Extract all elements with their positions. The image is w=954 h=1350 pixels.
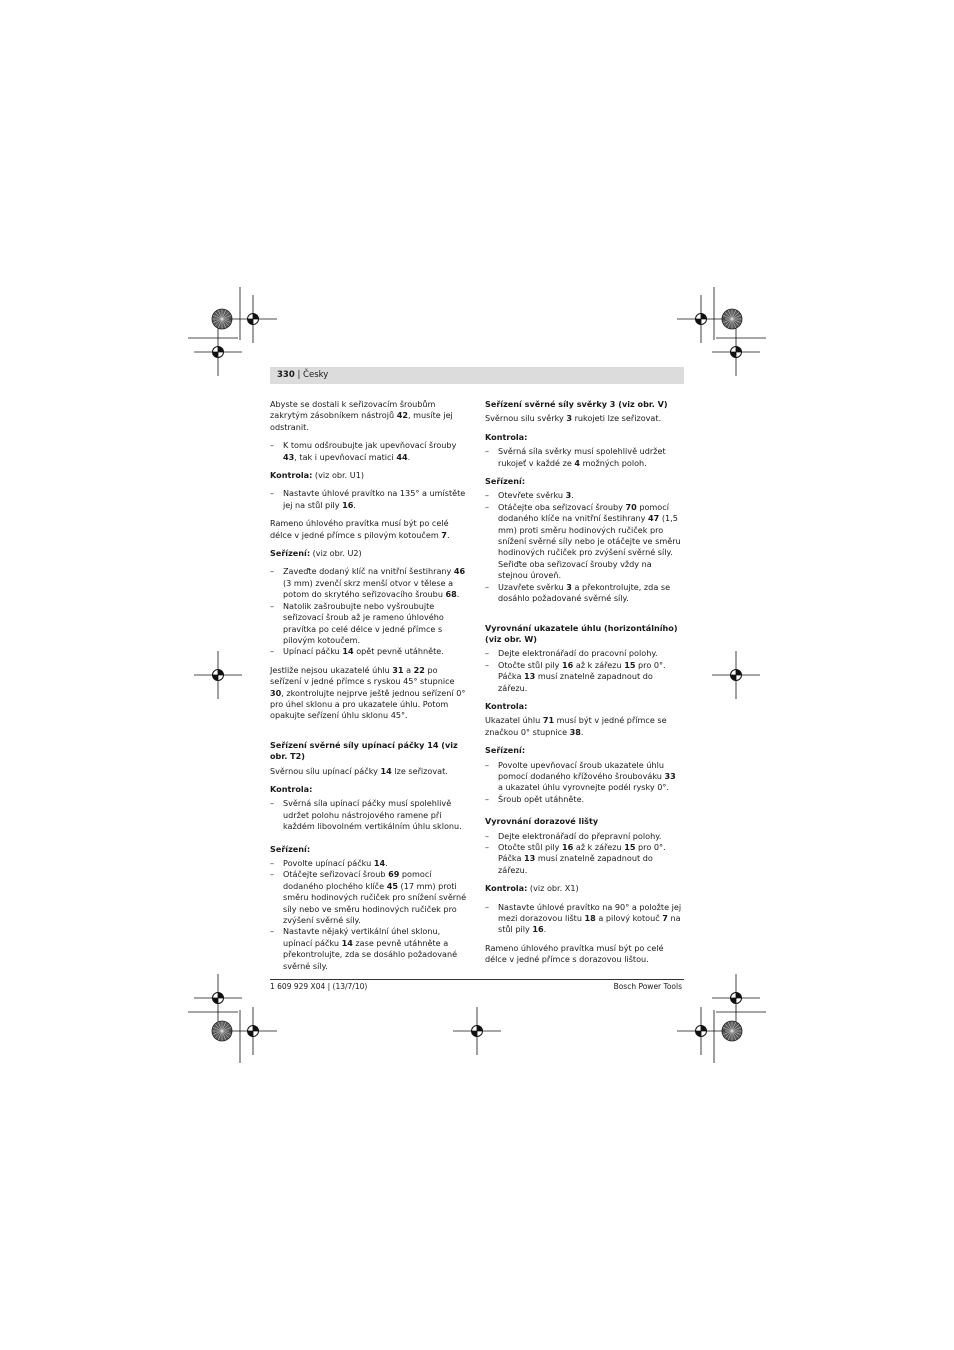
serizeni-v-label: Seřízení: <box>485 476 526 487</box>
list-item: – Povolte upevňovací šroub ukazatele úhlu pomocí dodaného křížového šroubováku 33 a ukazatel úhlu vyrovnejte podél rysky 0°. <box>485 759 676 793</box>
kontrola-t2-list <box>270 798 468 832</box>
angle-paragraph: Jestliže nejsou ukazatelé úhlu 31 a 22 po seřízení v jedné přímce s ryskou 45° stupnice 30, zkontrolujte nejprve ještě jednou seřízení 0° pro úhel sklonu a pro ukazatele úhlu. Potom opakujte seřízení úhlu sklonu 45°. <box>270 664 466 721</box>
kontrola-v-label: Kontrola: <box>485 431 528 442</box>
intro-paragraph: Abyste se dostali k seřizovacím šroubům zakrytým zásobníkem nástrojů 42, musíte jej odstranit. <box>270 399 453 432</box>
serizeni-w-label: Seřízení: <box>485 745 526 756</box>
header-bar <box>270 367 684 384</box>
kontrola-w-label: Kontrola: <box>485 700 528 711</box>
serizeni-v-note: Seřiďte oba seřizovací šrouby vždy na stejnou úroveň. <box>498 558 652 581</box>
section-x-list <box>485 831 683 877</box>
list-item: – Otočte stůl pily 16 až k zářezu 15 pro 0°. Páčka 13 musí znatelně zapadnout do zářezu. <box>485 842 666 875</box>
kontrola-x1-list <box>485 902 683 936</box>
left-column <box>270 399 468 979</box>
right-column <box>485 399 683 973</box>
list-item: – Nastavte úhlové pravítko na 135° a umístěte jej na stůl pily 16. <box>270 488 466 510</box>
footer-brand: Bosch Power Tools <box>613 982 682 991</box>
list-item: – Upínací páčku 14 opět pevně utáhněte. <box>270 646 444 657</box>
serizeni-v-list <box>485 490 683 604</box>
serizeni-u2 <box>270 548 468 559</box>
footer-doc-number: 1 609 929 X04 | (13/7/10) <box>270 982 368 991</box>
list-item: – Natolik zašroubujte nebo vyšroubujte seřizovací šroub až je rameno úhlového pravítka po celé délce v jedné přímce s pilovým kotoučem. <box>270 600 444 645</box>
kontrola-u1-list <box>270 488 468 511</box>
list-item: – Nastavte úhlové pravítko na 90° a položte jej mezi dorazovou lištu 18 a pilový kotouč 7 na stůl pily 16. <box>485 901 682 935</box>
list-item: – Uzavřete svěrku 3 a překontrolujte, zda se dosáhlo požadované svěrné síly. <box>485 581 671 604</box>
intro-list <box>270 440 468 463</box>
serizeni-w-list <box>485 760 683 806</box>
section-x-title: Vyrovnání dorazové lišty <box>485 816 599 827</box>
section-w-list <box>485 648 683 694</box>
kontrola-x1 <box>485 883 683 894</box>
list-item: – Dejte elektronářadí do pracovní polohy. <box>485 648 658 659</box>
section-t2-title: Seřízení svěrné síly upínací páčky 14 (viz obr. T2) <box>270 739 458 762</box>
section-v-text: Svěrnou silu svěrky 3 rukojeti lze seřizovat. <box>485 413 662 424</box>
mark-top-left <box>188 287 277 376</box>
kontrola-u1-ref: (viz obr. U1) <box>312 470 364 481</box>
header-language: Česky <box>303 370 329 380</box>
mark-bottom-right <box>677 974 766 1063</box>
list-item: – Nastavte nějaký vertikální úhel sklonu, upínací páčku 14 zase pevně utáhněte a překontrolujte, zda se dosáhlo požadované svěrné síly. <box>270 926 458 971</box>
mark-bottom-left <box>188 974 277 1063</box>
kontrola-t2-label: Kontrola: <box>270 783 313 794</box>
list-item: – Otočte stůl pily 16 až k zářezu 15 pro 0°. Páčka 13 musí znatelně zapadnout do zářezu. <box>485 659 666 693</box>
list-item: – Svěrná síla svěrky musí spolehlivě udržet rukojeť v každé ze 4 možných poloh. <box>485 446 666 468</box>
list-item: – Povolte upínací páčku 14. <box>270 858 388 868</box>
header-separator: | <box>294 370 304 380</box>
kontrola-u1 <box>270 470 468 481</box>
section-w-title: Vyrovnání ukazatele úhlu (horizontálního) (viz obr. W) <box>485 622 678 644</box>
list-item: – Šroub opět utáhněte. <box>485 793 585 804</box>
list-item: – Otáčejte seřizovací šroub 69 pomocí dodaného plochého klíče 45 (17 mm) proti směru hodinových ručiček pro snížení svěrné síly nebo ve směru hodinových ručiček pro zvýšení svěrné síly. <box>270 869 467 926</box>
serizeni-t2-list <box>270 858 468 972</box>
list-item: – Zaveďte dodaný klíč na vnitřní šestihrany 46 (3 mm) zvenčí skrz menší otvor v tělese a potom do skrytého seřizovacího šroubu 68. <box>270 566 466 600</box>
mark-top-right <box>677 287 766 376</box>
list-item: – K tomu odšroubujte jak upevňovací šrouby 43, tak i upevňovací matici 44. <box>270 440 457 462</box>
kontrola-u1-label: Kontrola: <box>270 470 313 481</box>
page-number: 330 <box>277 370 295 380</box>
kontrola-x1-text: Rameno úhlového pravítka musí být po celé délce v jedné přímce s dorazovou lištou. <box>485 942 664 965</box>
list-item: – Otáčejte oba seřizovací šrouby 70 pomocí dodaného klíče na vnitřní šestihrany 47 (1,5 mm) proti směru hodinových ručiček pro snížení svěrné síly nebo je otáčejte ve směru hodinových ručiček pro zvýšení svěrné síly. Seřiďte oba seřizovací šrouby vždy na stejnou úroveň. <box>485 501 681 581</box>
serizeni-u2-list <box>270 566 468 657</box>
kontrola-u1-text: Rameno úhlového pravítka musí být po celé délce v jedné přímce s pilovým kotoučem 7. <box>270 518 450 540</box>
kontrola-x1-label: Kontrola: <box>485 883 528 894</box>
list-item: – Dejte elektronářadí do přepravní polohy. <box>485 830 662 841</box>
footer-rule <box>270 979 684 980</box>
mark-bottom-center <box>453 1007 501 1055</box>
page-header <box>277 370 328 381</box>
kontrola-w-text: Ukazatel úhlu 71 musí být v jedné přímce se značkou 0° stupnice 38. <box>485 715 667 737</box>
kontrola-x1-ref: (viz obr. X1) <box>527 883 579 894</box>
serizeni-u2-label: Seřízení: <box>270 548 311 559</box>
mark-mid-left <box>194 651 242 699</box>
serizeni-u2-ref: (viz obr. U2) <box>310 548 362 559</box>
section-t2-text: Svěrnou sílu upínací páčky 14 lze seřizovat. <box>270 765 448 776</box>
list-item: – Otevřete svěrku 3. <box>485 490 574 501</box>
serizeni-t2-label: Seřízení: <box>270 843 311 854</box>
kontrola-v-list <box>485 446 683 469</box>
section-v-title: Seřízení svěrné síly svěrky 3 (viz obr. V) <box>485 399 668 409</box>
mark-mid-right <box>712 651 760 699</box>
list-item: – Svěrná síla upínací páčky musí spolehlivě udržet polohu nástrojového ramene při každém libovolném vertikálním úhlu sklonu. <box>270 798 462 832</box>
